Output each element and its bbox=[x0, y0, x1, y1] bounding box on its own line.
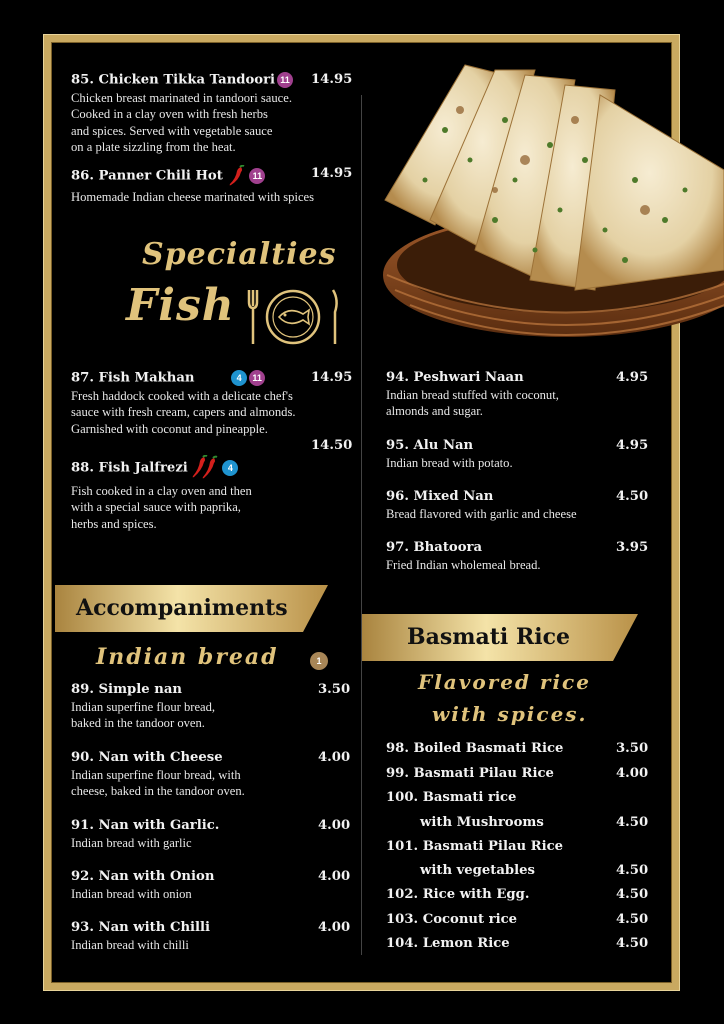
rice-item-100: 100. Basmati rice bbox=[386, 790, 517, 805]
item-price: 4.00 bbox=[318, 750, 351, 765]
item-price: 3.50 bbox=[616, 741, 649, 756]
basmati-rice-title: Basmati Rice bbox=[407, 624, 570, 650]
item-name: 97. Bhatoora bbox=[386, 540, 482, 555]
rice-item-98: 98. Boiled Basmati Rice bbox=[386, 741, 564, 756]
fish-heading: Fish bbox=[126, 280, 235, 331]
item-description: Fish cooked in a clay oven and then bbox=[71, 484, 252, 498]
indian-bread-subtitle: Indian bread bbox=[96, 644, 279, 670]
item-description: and spices. Served with vegetable sauce bbox=[71, 123, 273, 138]
menu-item-87 bbox=[71, 370, 296, 437]
item-description: Homemade Indian cheese marinated with spices bbox=[71, 190, 315, 204]
column-divider bbox=[361, 95, 362, 955]
item-description: Fresh haddock cooked with a delicate chef's bbox=[71, 389, 293, 403]
accompaniments-banner bbox=[55, 585, 328, 632]
item-description: Indian bread with potato. bbox=[386, 456, 513, 470]
rice-item-101-cont: with vegetables bbox=[420, 863, 535, 878]
menu-item-95 bbox=[386, 438, 513, 471]
menu-item-85 bbox=[71, 72, 293, 155]
flavored-rice-subtitle: Flavored rice bbox=[418, 670, 591, 694]
item-description: with a special sauce with paprika, bbox=[71, 500, 241, 515]
item-name: 93. Nan with Chilli bbox=[71, 920, 211, 935]
allergen-badge: 4 bbox=[231, 370, 247, 386]
allergen-badge: 1 bbox=[310, 652, 328, 670]
rice-item-102: 102. Rice with Egg. bbox=[386, 887, 530, 902]
menu-item-96 bbox=[386, 489, 577, 522]
item-price: 4.95 bbox=[616, 370, 649, 385]
item-description: Garnished with coconut and pineapple. bbox=[71, 421, 268, 436]
item-price: 14.50 bbox=[311, 438, 353, 453]
double-chili-icon bbox=[192, 455, 220, 481]
menu-item-94 bbox=[386, 370, 559, 420]
menu-item-93 bbox=[71, 920, 210, 953]
rice-item-104: 104. Lemon Rice bbox=[386, 936, 510, 951]
rice-item-100-cont: with Mushrooms bbox=[420, 815, 544, 830]
menu-item-88 bbox=[71, 455, 252, 532]
item-name: 95. Alu Nan bbox=[386, 438, 474, 453]
item-name: 88. Fish Jalfrezi bbox=[71, 460, 188, 476]
item-name: 92. Nan with Onion bbox=[71, 869, 215, 884]
item-description: Indian bread with garlic bbox=[71, 836, 192, 850]
menu-item-86 bbox=[71, 165, 314, 205]
item-name: 91. Nan with Garlic. bbox=[71, 818, 220, 833]
item-description: Indian superfine flour bread, with bbox=[71, 768, 241, 782]
menu-item-89 bbox=[71, 682, 215, 732]
item-name: 87. Fish Makhan bbox=[71, 370, 195, 386]
item-description: Bread flavored with garlic and cheese bbox=[386, 507, 577, 521]
item-name: 85. Chicken Tikka Tandoori bbox=[71, 72, 276, 88]
accompaniments-title: Accompaniments bbox=[76, 595, 288, 621]
item-price: 14.95 bbox=[311, 370, 353, 385]
item-description: Indian superfine flour bread, bbox=[71, 700, 216, 714]
item-description: Indian bread with onion bbox=[71, 887, 192, 901]
item-price: 4.00 bbox=[318, 869, 351, 884]
chili-icon bbox=[227, 165, 247, 187]
allergen-badge: 4 bbox=[222, 460, 238, 476]
item-price: 4.50 bbox=[616, 863, 649, 878]
item-price: 4.00 bbox=[318, 920, 351, 935]
item-price: 4.50 bbox=[616, 815, 649, 830]
item-description: cheese, baked in the tandoor oven. bbox=[71, 784, 245, 799]
item-name: 96. Mixed Nan bbox=[386, 489, 494, 504]
item-price: 3.95 bbox=[616, 540, 649, 555]
item-description: Cooked in a clay oven with fresh herbs bbox=[71, 107, 268, 122]
rice-item-101: 101. Basmati Pilau Rice bbox=[386, 839, 564, 854]
menu-item-90 bbox=[71, 750, 245, 800]
allergen-badge: 11 bbox=[249, 370, 265, 386]
fish-plate-icon bbox=[245, 286, 343, 348]
allergen-badge: 11 bbox=[249, 168, 265, 184]
item-price: 14.95 bbox=[311, 72, 353, 87]
flavored-rice-subtitle-2: with spices. bbox=[432, 702, 588, 726]
item-description: herbs and spices. bbox=[71, 516, 157, 531]
menu-item-91 bbox=[71, 818, 219, 851]
item-description: almonds and sugar. bbox=[386, 404, 483, 419]
item-name: 90. Nan with Cheese bbox=[71, 750, 223, 765]
item-description: on a plate sizzling from the heat. bbox=[71, 139, 236, 154]
menu-item-92 bbox=[71, 869, 214, 902]
item-price: 14.95 bbox=[311, 166, 353, 181]
item-price: 4.00 bbox=[616, 766, 649, 781]
item-name: 86. Panner Chili Hot bbox=[71, 168, 223, 184]
item-price: 4.50 bbox=[616, 887, 649, 902]
menu-item-97 bbox=[386, 540, 541, 573]
item-price: 4.95 bbox=[616, 438, 649, 453]
item-price: 4.50 bbox=[616, 936, 649, 951]
item-price: 3.50 bbox=[318, 682, 351, 697]
basmati-rice-banner bbox=[362, 614, 638, 661]
allergen-badge: 11 bbox=[277, 72, 293, 88]
naan-basket-photo bbox=[375, 50, 724, 350]
item-description: Fried Indian wholemeal bread. bbox=[386, 558, 541, 572]
specialties-heading: Specialties bbox=[142, 237, 337, 272]
item-description: Indian bread stuffed with coconut, bbox=[386, 388, 559, 402]
item-description: Chicken breast marinated in tandoori sauce. bbox=[71, 91, 293, 105]
item-description: baked in the tandoor oven. bbox=[71, 716, 205, 731]
item-price: 4.50 bbox=[616, 912, 649, 927]
rice-item-99: 99. Basmati Pilau Rice bbox=[386, 766, 554, 781]
item-price: 4.00 bbox=[318, 818, 351, 833]
item-name: 94. Peshwari Naan bbox=[386, 370, 524, 385]
item-price: 4.50 bbox=[616, 489, 649, 504]
item-description: Indian bread with chilli bbox=[71, 938, 189, 952]
rice-item-103: 103. Coconut rice bbox=[386, 912, 518, 927]
item-name: 89. Simple nan bbox=[71, 682, 182, 697]
item-description: sauce with fresh cream, capers and almonds. bbox=[71, 405, 296, 420]
